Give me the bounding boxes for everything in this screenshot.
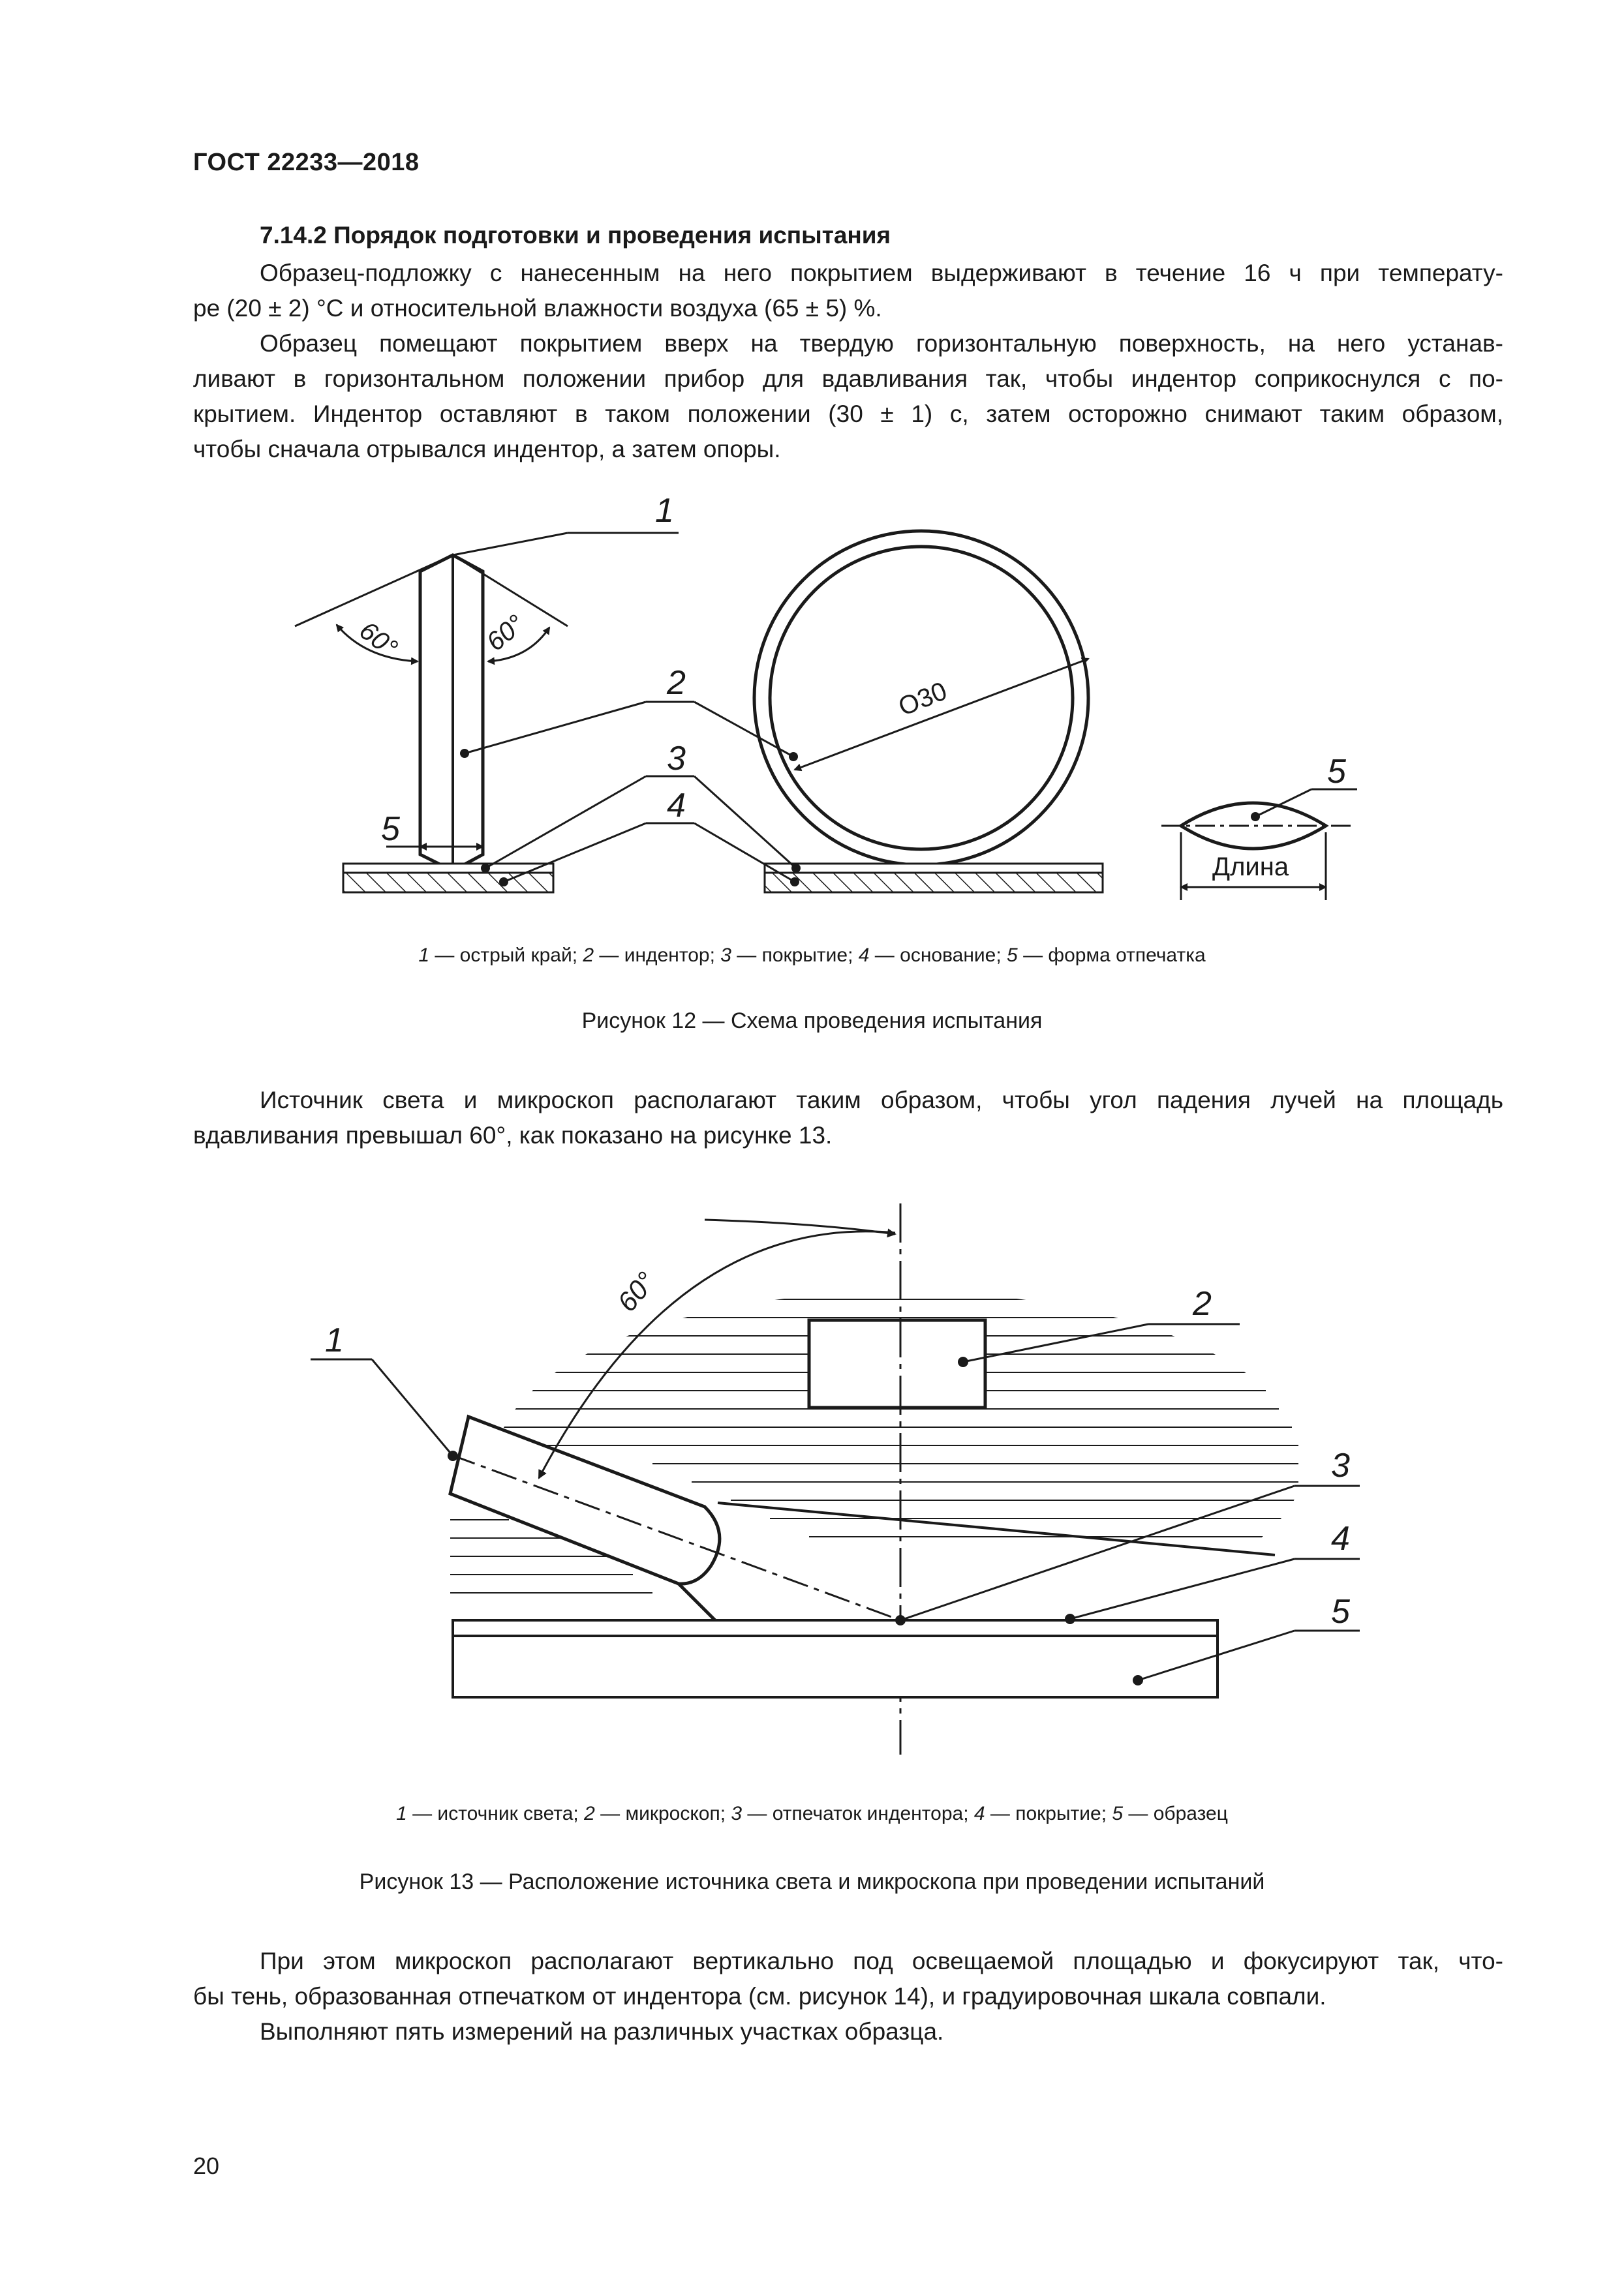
text-line: При этом микроскоп располагают вертикально под освещаемой площадью и фокусируют так, что-	[260, 1948, 1503, 1974]
fig12-label-5-right: 5	[1327, 753, 1346, 791]
angle-label-right: 60°	[481, 609, 530, 657]
fig13-label-3: 3	[1331, 1447, 1350, 1485]
legend-num: 5	[1112, 1803, 1124, 1824]
light-source	[450, 1417, 720, 1620]
fig12-label-2: 2	[667, 664, 686, 702]
figure-12-caption: Рисунок 12 — Схема проведения испытания	[581, 1008, 1043, 1033]
text-line: Образец помещают покрытием вверх на твердую горизонтальную поверхность, на него устанав-	[260, 330, 1503, 357]
text-line: Выполняют пять измерений на различных участках образца.	[260, 2018, 944, 2045]
length-label: Длина	[1212, 853, 1289, 881]
text-line: крытием. Индентор оставляют в таком положении (30 ± 1) с, затем осторожно снимают таким образом,	[193, 400, 1503, 427]
text-line: чтобы сначала отрывался индентор, а затем опоры.	[193, 436, 781, 462]
legend-text: — острый край;	[429, 944, 583, 966]
paragraph-4	[193, 1944, 1503, 2014]
text-line: ре (20 ± 2) °С и относительной влажности воздуха (65 ± 5) %.	[193, 295, 882, 322]
figure-13-legend	[0, 1803, 1624, 1825]
sample-body	[453, 1636, 1218, 1697]
legend-num: 1	[418, 944, 430, 966]
legend-num: 5	[1007, 944, 1018, 966]
legend-num: 1	[396, 1803, 407, 1824]
legend-text: — основание;	[869, 944, 1007, 966]
legend-text: — источник света;	[406, 1803, 585, 1824]
fig12-label-1: 1	[655, 492, 674, 530]
fig13-label-4: 4	[1331, 1520, 1350, 1558]
paragraph-5	[193, 2014, 1503, 2049]
fig12-label-4: 4	[667, 787, 686, 824]
section-title: 7.14.2 Порядок подготовки и проведения испытания	[260, 222, 891, 249]
coating-layer	[453, 1620, 1218, 1636]
reflected-line	[718, 1503, 1275, 1555]
legend-num: 4	[858, 944, 870, 966]
figure-13-caption: Рисунок 13 — Расположение источника света и микроскопа при проведении испытаний	[359, 1869, 1265, 1894]
legend-text: — отпечаток индентора;	[742, 1803, 974, 1824]
text-line: бы тень, образованная отпечатком от индентора (см. рисунок 14), и градуировочная шкала совпали.	[193, 1983, 1326, 2010]
text-line: ливают в горизонтальном положении прибор для вдавливания так, чтобы индентор соприкоснулся с по-	[193, 365, 1503, 392]
legend-num: 3	[720, 944, 731, 966]
legend-text: — покрытие;	[985, 1803, 1112, 1824]
fig12-label-3: 3	[667, 740, 686, 778]
legend-num: 3	[731, 1803, 743, 1824]
legend-text: — покрытие;	[731, 944, 859, 966]
legend-num: 2	[583, 944, 594, 966]
document-code: ГОСТ 22233—2018	[193, 149, 420, 176]
fig13-angle-label: 60°	[611, 1265, 662, 1318]
angle-label-left: 60°	[354, 616, 403, 663]
page-number: 20	[193, 2152, 220, 2179]
legend-text: — микроскоп;	[594, 1803, 731, 1824]
fig13-label-5: 5	[1331, 1593, 1350, 1631]
legend-text: — образец	[1123, 1803, 1228, 1824]
legend-num: 4	[973, 1803, 985, 1824]
fig12-label-5-left: 5	[381, 810, 400, 848]
diameter-label: О30	[894, 676, 951, 722]
fig13-label-2: 2	[1193, 1285, 1212, 1323]
legend-text: — индентор;	[594, 944, 721, 966]
legend-num: 2	[584, 1803, 595, 1824]
text-line: вдавливания превышал 60°, как показано на рисунке 13.	[193, 1122, 833, 1149]
text-line: Источник света и микроскоп располагают таким образом, чтобы угол падения лучей на площадь	[260, 1087, 1503, 1113]
fig13-label-1: 1	[325, 1322, 344, 1359]
text-line: Образец-подложку с нанесенным на него покрытием выдерживают в течение 16 ч при температу-	[260, 260, 1503, 286]
legend-text: — форма отпечатка	[1017, 944, 1206, 966]
